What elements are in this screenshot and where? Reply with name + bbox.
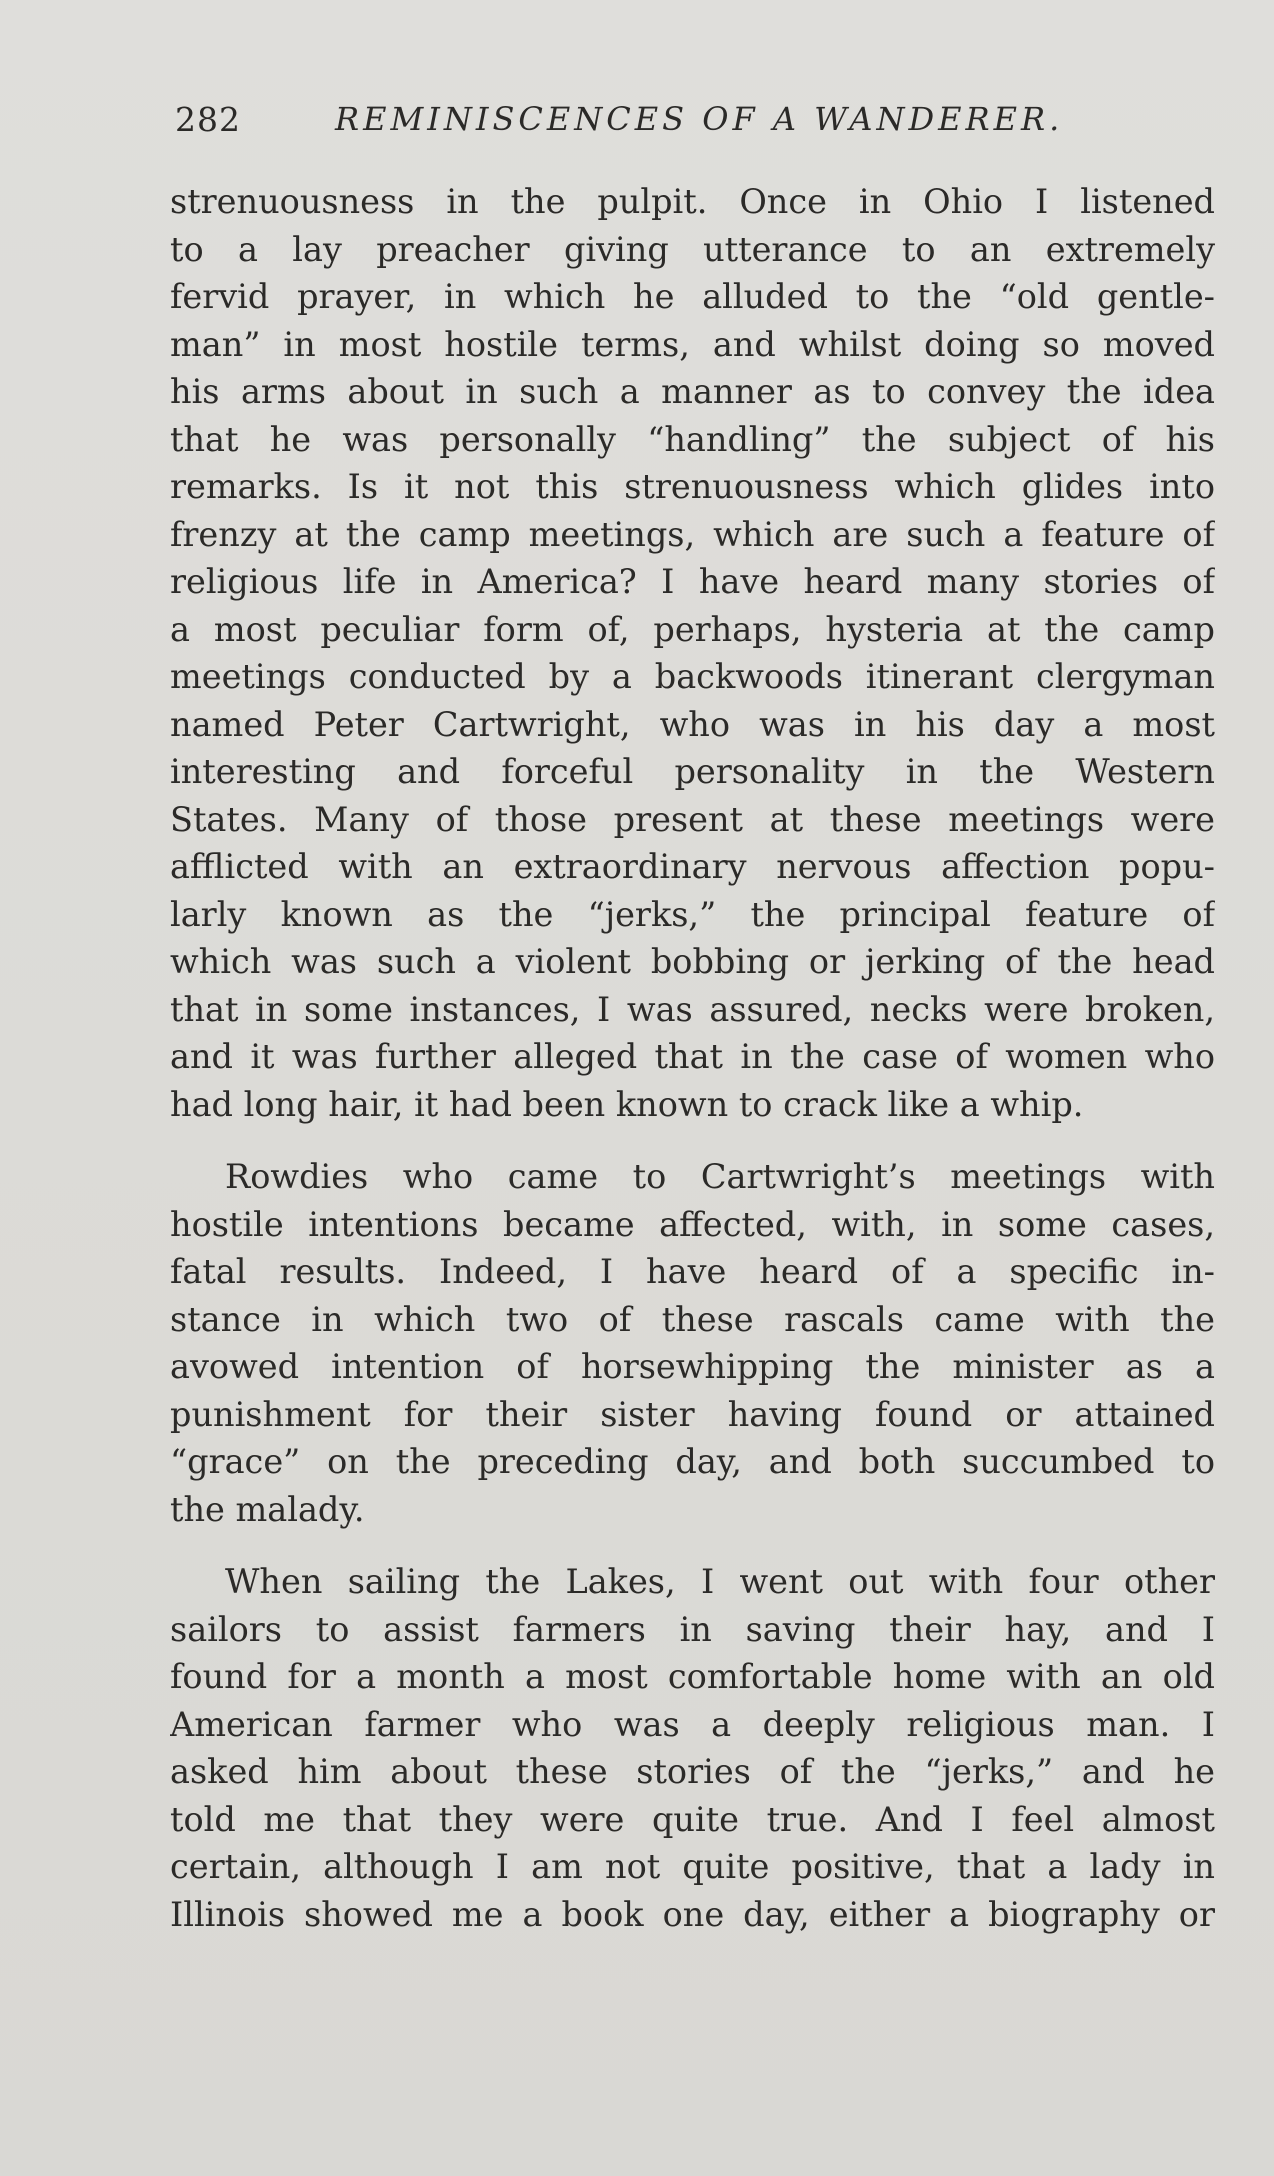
text-line: “grace” on the preceding day, and both succumbed to [170,1442,1215,1481]
text-line: man” in most hostile terms, and whilst doing so moved [170,324,1215,364]
text-line: and it was further alleged that in the case of women who [170,1037,1215,1076]
text-line: which was such a violent bobbing or jerking of the head [170,942,1215,981]
text-line: his arms about in such a manner as to convey the idea [170,372,1215,411]
text-line: that in some instances, I was assured, necks were broken, [170,989,1215,1029]
text-line: States. Many of those present at these meetings were [170,799,1215,839]
text-line: larly known as the “jerks,” the principal feature of [170,894,1215,934]
running-head [175,100,1095,150]
text-line: that he was personally “handling” the subject of his [170,419,1215,459]
text-line: fatal results. Indeed, I have heard of a specific in- [170,1252,1215,1291]
text-line: had long hair, it had been known to crack like a whip. [170,1084,1084,1124]
text-line: sailors to assist farmers in saving their hay, and I [170,1609,1215,1649]
body-text [170,178,1215,1963]
text-line: punishment for their sister having found or attained [170,1394,1215,1434]
paragraph [170,1153,1215,1533]
text-line: certain, although I am not quite positive, that a lady in [170,1847,1215,1886]
text-line: named Peter Cartwright, who was in his day a most [170,704,1215,744]
text-line: to a lay preacher giving utterance to an extremely [170,229,1215,269]
page-number: 282 [175,100,241,139]
text-line: the malady. [170,1489,365,1529]
text-line: stance in which two of these rascals came with the [170,1299,1215,1339]
text-line: avowed intention of horsewhipping the minister as a [170,1347,1215,1386]
text-line: American farmer who was a deeply religious man. I [170,1704,1215,1744]
text-line: afflicted with an extraordinary nervous affection popu- [170,847,1215,886]
text-line: strenuousness in the pulpit. Once in Ohio I listened [170,182,1215,221]
text-line: When sailing the Lakes, I went out with four other [225,1562,1215,1601]
text-line: found for a month a most comfortable home with an old [170,1657,1215,1696]
running-title: REMINISCENCES OF A WANDERER. [335,100,1064,138]
text-line: a most peculiar form of, perhaps, hysteria at the camp [170,609,1215,649]
text-line: fervid prayer, in which he alluded to the “old gentle- [170,277,1215,316]
text-line: frenzy at the camp meetings, which are such a feature of [170,514,1215,554]
text-line: Rowdies who came to Cartwright’s meetings with [225,1157,1215,1196]
text-line: interesting and forceful personality in the Western [170,752,1215,791]
text-line: meetings conducted by a backwoods itinerant clergyman [170,657,1215,696]
text-line: hostile intentions became affected, with, in some cases, [170,1204,1215,1244]
text-line: religious life in America? I have heard many stories of [170,562,1215,601]
text-line: Illinois showed me a book one day, either a biography or [170,1894,1215,1934]
text-line: remarks. Is it not this strenuousness which glides into [170,467,1215,506]
text-line: asked him about these stories of the “jerks,” and he [170,1752,1215,1791]
text-line: told me that they were quite true. And I feel almost [170,1799,1215,1839]
paragraph-continued [170,178,1215,1128]
paragraph [170,1558,1215,1938]
